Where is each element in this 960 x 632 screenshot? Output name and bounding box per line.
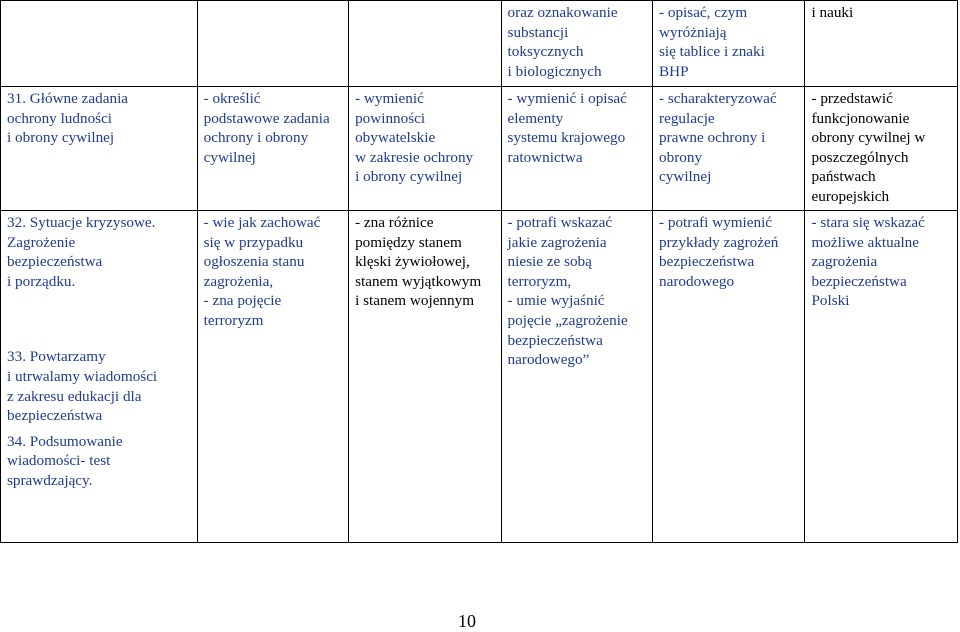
table-cell xyxy=(501,87,652,211)
table-cell xyxy=(653,1,805,87)
table-cell xyxy=(501,211,652,543)
table-row xyxy=(1,1,958,87)
topic-text: 34. Podsumowanie wiadomości- test sprawdzający. xyxy=(7,432,123,489)
cell-text: - wymienić i opisać elementy systemu krajowego ratownictwa xyxy=(507,90,627,166)
topic-cell xyxy=(1,211,198,543)
table-cell xyxy=(1,1,198,87)
table-cell xyxy=(349,87,501,211)
table-cell xyxy=(653,211,805,543)
cell-text: - zna różnice pomiędzy stanem klęski żywiołowej, stanem wyjątkowym i stanem wojennym xyxy=(355,214,482,310)
cell-text: - scharakteryzować regulacje prawne ochrony i obrony cywilnej xyxy=(659,90,777,186)
table-cell xyxy=(197,1,348,87)
table-cell xyxy=(349,1,501,87)
table-cell xyxy=(653,87,805,211)
cell-text: - wymienić powinności obywatelskie w zakresie ochrony i obrony cywilnej xyxy=(355,90,474,186)
table-row xyxy=(1,211,958,543)
table-cell xyxy=(197,211,348,543)
cell-text: oraz oznakowanie substancji toksycznych i biologicznych xyxy=(507,4,618,80)
topic-text: 33. Powtarzamy i utrwalamy wiadomości z zakresu edukacji dla bezpieczeństwa xyxy=(7,348,158,425)
table-cell xyxy=(805,87,958,211)
table-cell xyxy=(805,211,958,543)
topic-text: 32. Sytuacje kryzysowe. Zagrożenie bezpieczeństwa i porządku. xyxy=(7,214,156,290)
page-number: 10 xyxy=(458,611,476,631)
cell-text: - opisać, czym wyróżniają się tablice i znaki BHP xyxy=(659,4,765,80)
cell-text: - przedstawić funkcjonowanie obrony cywilnej w poszczególnych państwach europejskich xyxy=(811,90,926,205)
cell-text: - stara się wskazać możliwe aktualne zagrożenia bezpieczeństwa Polski xyxy=(811,214,925,310)
table-row xyxy=(1,87,958,211)
table-cell xyxy=(349,211,501,543)
topic-text: 31. Główne zadania ochrony ludności i obrony cywilnej xyxy=(7,90,129,147)
cell-text: - potrafi wskazać jakie zagrożenia niesie ze sobą terroryzm, - umie wyjaśnić pojęcie „zagrożenie bezpieczeństwa narodowego” xyxy=(507,214,628,369)
table-cell xyxy=(805,1,958,87)
topic-cell xyxy=(1,87,198,211)
table-cell xyxy=(197,87,348,211)
cell-text: - wie jak zachować się w przypadku ogłoszenia stanu zagrożenia, - zna pojęcie terroryzm xyxy=(203,214,321,329)
cell-text: i nauki xyxy=(811,4,854,21)
cell-text: - określić podstawowe zadania ochrony i obrony cywilnej xyxy=(203,90,330,166)
table-cell xyxy=(501,1,652,87)
cell-text: - potrafi wymienić przykłady zagrożeń bezpieczeństwa narodowego xyxy=(659,214,779,290)
